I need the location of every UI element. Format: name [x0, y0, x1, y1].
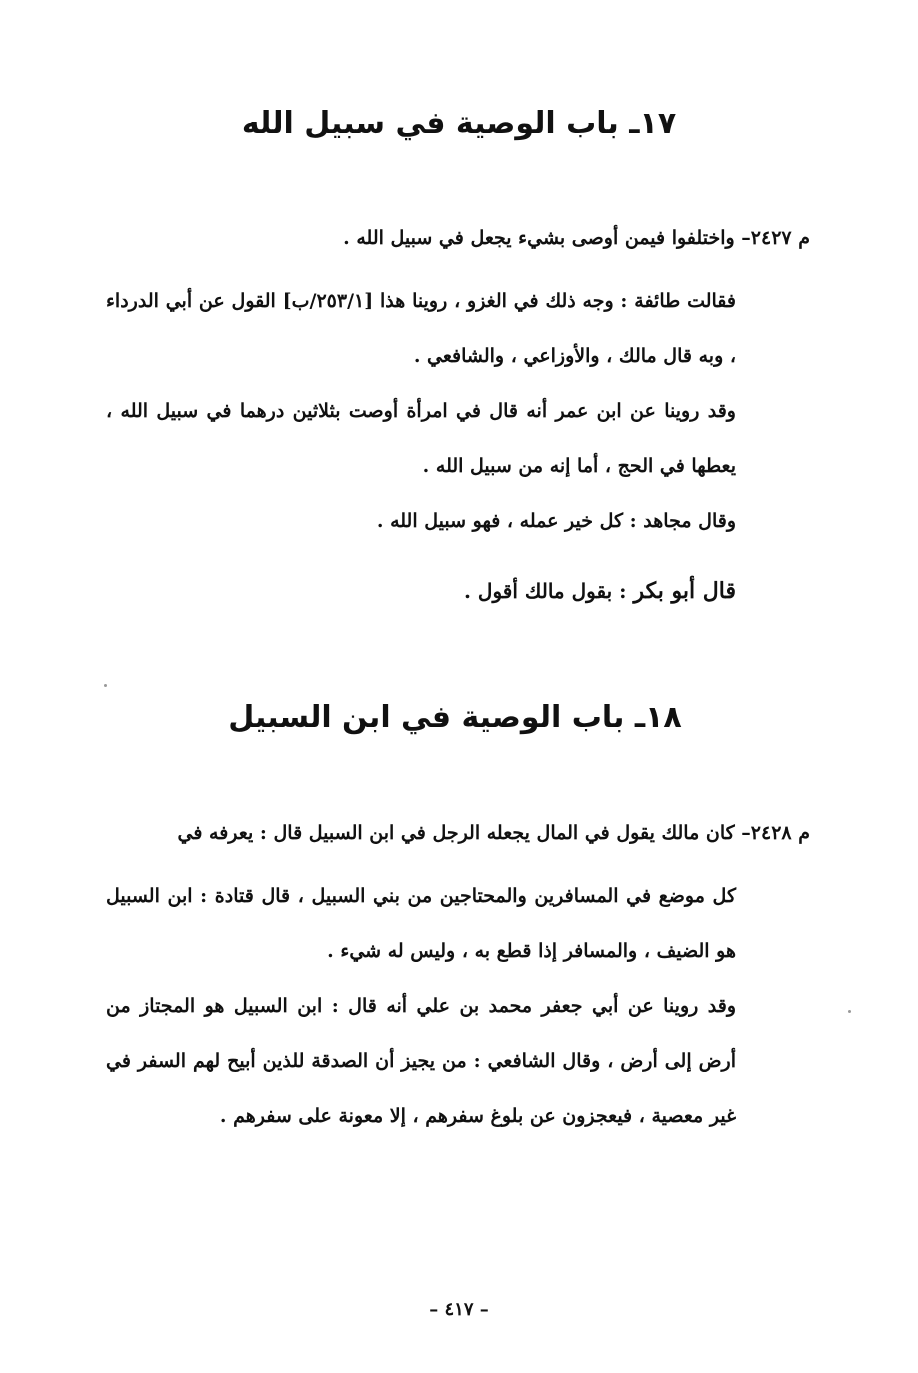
chapter-18-paragraph-1: كل موضع في المسافرين والمحتاجين من بني السبيل ، قال قتادة : ابن السبيل هو الضيف ، والمسافر إذا قطع به ، وليس له شيء . [106, 885, 736, 962]
scan-speck [104, 684, 107, 687]
entry-2428-text: كان مالك يقول في المال يجعله الرجل في ابن السبيل قال : يعرفه في [177, 822, 735, 844]
entry-2428-lead [110, 806, 810, 861]
chapter-17-paragraph-3: وقال مجاهد : كل خير عمله ، فهو سبيل الله . [376, 510, 736, 532]
author-opinion [106, 564, 736, 619]
scan-speck [848, 1010, 851, 1013]
entry-2427-text: واختلفوا فيمن أوصى بشيء يجعل في سبيل الله . [343, 227, 735, 249]
entry-2428-ref: م ٢٤٢٨– [741, 822, 810, 844]
entry-2427-lead [110, 211, 810, 266]
page-number: – ٤١٧ – [429, 1299, 489, 1320]
chapter-17-paragraph-2: وقد روينا عن ابن عمر أنه قال في امرأة أوصت بثلاثين درهما في سبيل الله ، يعطها في الحج ، أما إنه من سبيل الله . [106, 400, 736, 477]
chapter-17-title: ١٧ـ باب الوصية في سبيل الله [241, 106, 677, 141]
chapter-17-paragraph-1: فقالت طائفة : وجه ذلك في الغزو ، روينا هذا [٢٥٣/١/ب] القول عن أبي الدرداء ، وبه قال مالك ، والأوزاعي ، والشافعي . [106, 290, 736, 367]
entry-2427-ref: م ٢٤٢٧– [741, 227, 810, 249]
chapter-18-paragraph-2: وقد روينا عن أبي جعفر محمد بن علي أنه قال : ابن السبيل هو المجتاز من أرض إلى أرض ، وقال الشافعي : من يجيز أن الصدقة للذين أبيح لهم السفر في غير معصية ، فيعجزون عن بلوغ سفرهم ، إلا معونة على سفرهم . [106, 995, 736, 1127]
author-opinion-text: : بقول مالك أقول . [464, 579, 627, 603]
chapter-18-title: ١٨ـ باب الوصية في ابن السبيل [228, 700, 682, 735]
author-label: قال أبو بكر [633, 578, 736, 604]
